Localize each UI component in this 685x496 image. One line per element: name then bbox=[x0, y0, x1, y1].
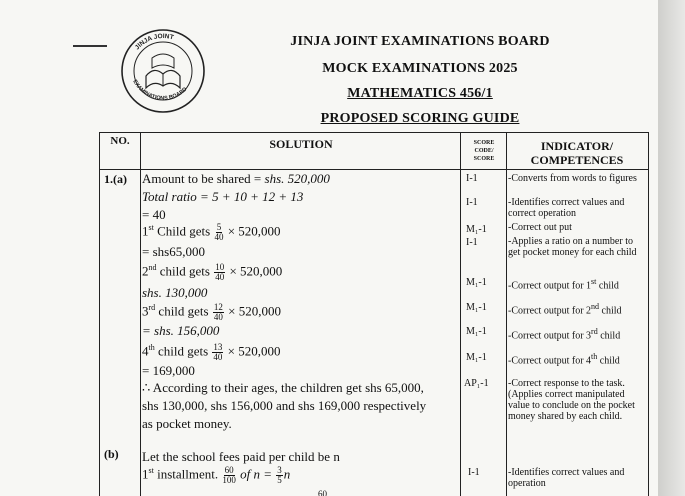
solution-line: = shs65,000 bbox=[142, 244, 205, 259]
indicator-text: -Correct out put bbox=[508, 222, 572, 233]
margin-dash bbox=[73, 45, 107, 47]
logo-top-text: JINJA JOINT bbox=[133, 32, 175, 52]
solution-line: ∴ According to their ages, the children get shs 65,000, bbox=[142, 380, 424, 395]
indicator-text: -Correct output for 2nd child bbox=[508, 302, 622, 317]
indicator-text: -Correct output for 1st child bbox=[508, 277, 619, 292]
board-title: JINJA JOINT EXAMINATIONS BOARD bbox=[290, 34, 550, 49]
score-code: M₁-1 bbox=[466, 224, 487, 235]
board-logo bbox=[118, 26, 208, 116]
solution-line: = shs. 156,000 bbox=[142, 323, 220, 338]
solution-line: 3rd child gets $\frac{12}{40}$ × 520,000 bbox=[142, 302, 281, 322]
indicator-text: -Correct response to the task.(Applies correct manipulated value to conclude on the pocket money shared by each child. bbox=[508, 378, 635, 422]
score-code: M₁-1 bbox=[466, 302, 487, 313]
header-no: NO. bbox=[110, 135, 130, 147]
guide-title: PROPOSED SCORING GUIDE bbox=[320, 111, 520, 126]
solution-line: as pocket money. bbox=[142, 416, 232, 431]
score-code: I-1 bbox=[466, 197, 478, 208]
solution-line: Amount to be shared = shs. 520,000 bbox=[142, 171, 330, 186]
solution-line: shs 130,000, shs 156,000 and shs 169,000 respectively bbox=[142, 398, 427, 413]
solution-line: shs. 130,000 bbox=[142, 285, 208, 300]
score-code: I-1 bbox=[466, 237, 478, 248]
solution-line: = 169,000 bbox=[142, 363, 195, 378]
score-code: AP₁-1 bbox=[464, 378, 489, 389]
scoring-table bbox=[99, 132, 649, 496]
paper-title: MATHEMATICS 456/1 bbox=[347, 86, 493, 101]
solution-line: 1st installment. $\frac{60}{100}$ of n = $\frac{3}{5}$ n bbox=[142, 465, 291, 485]
score-code: M₁-1 bbox=[466, 326, 487, 337]
exam-title: MOCK EXAMINATIONS 2025 bbox=[322, 61, 518, 76]
solution-line-partial: 60 bbox=[318, 489, 327, 496]
solution-line: Total ratio = 5 + 10 + 12 + 13 bbox=[142, 189, 304, 204]
header-solution: SOLUTION bbox=[269, 137, 333, 151]
indicator-text: -Applies a ratio on a number to get pocket money for each child bbox=[508, 236, 637, 258]
solution-line: = 40 bbox=[142, 207, 166, 222]
question-label-1a: 1.(a) bbox=[104, 172, 127, 186]
page-edge-shadow bbox=[658, 0, 685, 496]
score-code: I-1 bbox=[466, 173, 478, 184]
indicator-text: -Correct output for 3rd child bbox=[508, 327, 621, 342]
score-code: M₁-1 bbox=[466, 277, 487, 288]
question-label-1b: (b) bbox=[104, 447, 119, 461]
solution-line: 4th child gets $\frac{13}{40}$ × 520,000 bbox=[142, 342, 281, 362]
header-score: SCORE CODE/ SCORE bbox=[473, 140, 495, 162]
header-indicator: INDICATOR/ COMPETENCES bbox=[530, 139, 624, 167]
indicator-text: -Converts from words to figures bbox=[508, 173, 637, 184]
solution-line: 2nd child gets $\frac{10}{40}$ × 520,000 bbox=[142, 262, 283, 282]
solution-line: Let the school fees paid per child be n bbox=[142, 449, 340, 464]
score-code: I-1 bbox=[468, 467, 480, 478]
score-code: M₁-1 bbox=[466, 352, 487, 363]
logo-side-text: EXAMINATIONS BOARD bbox=[131, 79, 189, 102]
solution-line: 1st Child gets $\frac{5}{40}$ × 520,000 bbox=[142, 222, 281, 242]
indicator-text: -Identifies correct values and operation bbox=[508, 467, 625, 489]
indicator-text: -Correct output for 4th child bbox=[508, 352, 620, 367]
indicator-text: -Identifies correct values and correct operation bbox=[508, 197, 625, 219]
